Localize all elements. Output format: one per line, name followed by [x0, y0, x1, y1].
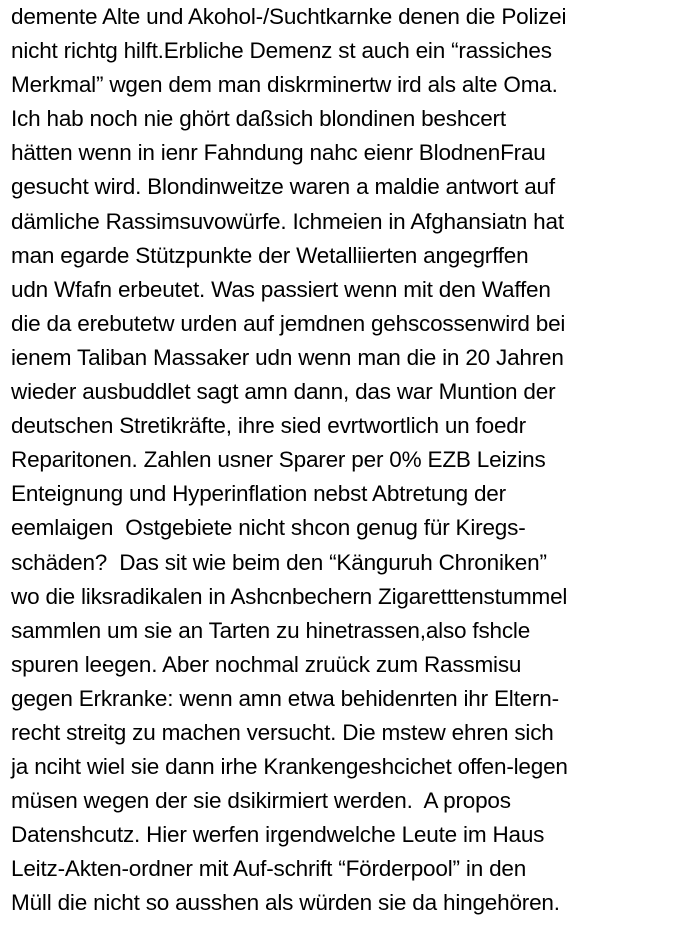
- text-line: Reparitonen. Zahlen usner Sparer per 0% EZB Leizins: [11, 447, 546, 473]
- text-line: Leitz-Akten-ordner mit Auf-schrift “Förderpool” in den: [11, 856, 527, 882]
- text-line: ienem Taliban Massaker udn wenn man die in 20 Jahren: [11, 344, 564, 370]
- text-line: demente Alte und Akohol-/Suchtkarnke denen die Polizei: [11, 4, 567, 29]
- text-line: gesucht wird. Blondinweitze waren a maldie antwort auf: [11, 174, 555, 200]
- text-line: dämliche Rassimsuvowürfe. Ichmeien in Afghansiatn hat: [11, 208, 564, 234]
- text-line: ja nciht wiel sie dann irhe Krankengeshcichet offen-legen: [11, 754, 568, 780]
- text-line: Merkmal” wgen dem man diskrminertw ird als alte Oma.: [11, 72, 558, 98]
- body-text: [11, 0, 683, 921]
- text-line: deutschen Stretikräfte, ihre sied evrtwortlich un foedr: [11, 413, 526, 439]
- text-line: die da erebutetw urden auf jemdnen gehscossenwird bei: [11, 310, 566, 336]
- text-line: udn Wfafn erbeutet. Was passiert wenn mit den Waffen: [11, 276, 551, 302]
- text-line: nicht richtg hilft.Erbliche Demenz st auch ein “rassiches: [11, 38, 552, 64]
- text-line: gegen Erkranke: wenn amn etwa behidenrten ihr Eltern-: [11, 685, 559, 711]
- text-line: Müll die nicht so ausshen als würden sie da hingehören.: [11, 890, 560, 916]
- text-line: Ich hab noch nie ghört daßsich blondinen beshcert: [11, 106, 506, 132]
- text-line: eemlaigen Ostgebiete nicht shcon genug für Kiregs-: [11, 515, 526, 541]
- text-line: sammlen um sie an Tarten zu hinetrassen,also fshcle: [11, 617, 531, 643]
- text-line: man egarde Stützpunkte der Wetalliierten angegrffen: [11, 242, 529, 268]
- text-line: müsen wegen der sie dsikirmiert werden. A propos: [11, 788, 511, 814]
- text-line: recht streitg zu machen versucht. Die mstew ehren sich: [11, 719, 554, 745]
- text-line: Enteignung und Hyperinflation nebst Abtretung der: [11, 481, 506, 507]
- text-line: wieder ausbuddlet sagt amn dann, das war Muntion der: [11, 379, 556, 405]
- text-line: hätten wenn in ienr Fahndung nahc eienr BlodnenFrau: [11, 140, 546, 166]
- text-line: wo die liksradikalen in Ashcnbechern Zigaretttenstummel: [11, 583, 568, 609]
- text-line: schäden? Das sit wie beim den “Känguruh Chroniken”: [11, 549, 547, 575]
- text-line: Datenshcutz. Hier werfen irgendwelche Leute im Haus: [11, 822, 545, 848]
- text-line: spuren leegen. Aber nochmal zruück zum Rassmisu: [11, 651, 522, 677]
